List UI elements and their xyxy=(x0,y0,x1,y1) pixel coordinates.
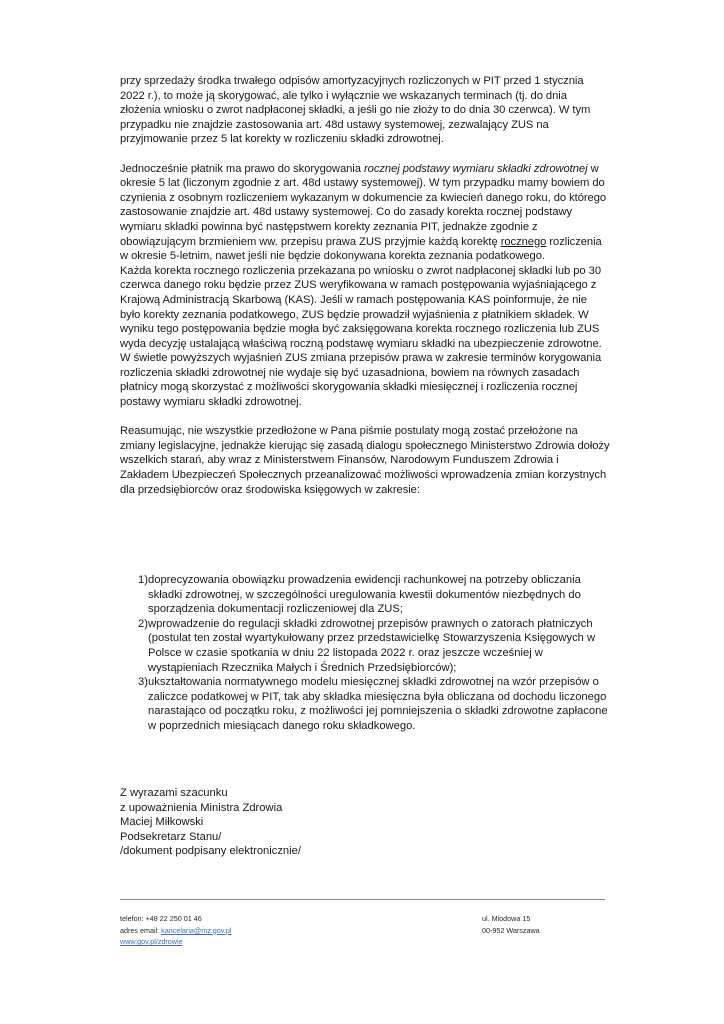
list-item xyxy=(120,573,610,617)
signature-block xyxy=(120,786,301,859)
list-item xyxy=(120,617,610,675)
list-item-text: doprecyzowania obowiązku prowadzenia ewidencji rachunkowej na potrzeby obliczania składki zdrowotnej, w szczególności uregulowania kwestii dokumentów niezbędnych do sporządzenia dokumentacji rozliczeniowej dla ZUS; xyxy=(148,574,581,616)
paragraph-2-text-c: rozliczenia w okresie 5-letnim, nawet jeśli nie będzie dokonywana korekta zeznania podatkowego. xyxy=(120,235,602,263)
signature-closing: Z wyrazami szacunku xyxy=(120,787,228,799)
paragraph-3: Każda korekta rocznego rozliczenia przekazana po wniosku o zwrot nadpłaconej składki lub po 30 czerwca danego roku będzie przez ZUS weryfikowana w ramach postępowania wyjaśniającego z Krajową Administracją Skarbową (KAS). Jeśli w ramach postępowania KAS poinformuje, że nie było korekty zeznania podatkowego, ZUS będzie prowadził wyjaśnienia z płatnikiem składek. W wyniku tego postępowania będzie mogła być zaksięgowana korekta rocznego rozliczenia lub ZUS wyda decyzję ustalającą właściwą roczną podstawę wymiaru składki na ubezpieczenie zdrowotne. xyxy=(120,264,602,350)
paragraph-2 xyxy=(120,162,610,264)
footer-website-link[interactable]: www.gov.pl/zdrowie xyxy=(120,937,183,946)
footer-contact xyxy=(120,913,231,948)
list-item-number: 3) xyxy=(138,676,148,689)
signature-note: /dokument podpisany elektronicznie/ xyxy=(120,845,301,858)
paragraph-2-text-b: w okresie 5 lat (liczonym zgodnie z art. 48d ustawy systemowej). W tym przypadku mamy bowiem do czynienia z osobnym rozliczeniem wykazanym w dokumencie za kwiecień danego roku, do którego zastosowanie znajdzie art. 48d ustawy systemowej. Co do zasady korekta rocznej podstawy wymiaru składki powinna być następstwem korekty zeznania PIT, jednakże zgodnie z obowiązującym brzmieniem ww. przepisu prawa ZUS przyjmie każdą korektę xyxy=(120,162,607,248)
footer-email-link[interactable]: kancelaria@mz.gov.pl xyxy=(161,925,232,935)
footer-street: ul. Miodowa 15 xyxy=(482,914,531,923)
paragraph-2-underlined: rocznego xyxy=(500,235,547,248)
list-item-text: ukształtowania normatywnego modelu miesięcznej składki zdrowotnej na wzór przepisów o zaliczce podatkowej w PIT, tak aby składka miesięczna była obliczana od dochodu liczonego narastająco od początku roku, z możliwości jej pomniejszenia o składki zdrowotne zapłacone w poprzednich miesiącach danego roku składkowego. xyxy=(148,676,608,732)
paragraph-2-text-a: Jednocześnie płatnik ma prawo do skorygowania xyxy=(120,162,364,175)
paragraph-2-emphasis: rocznej podstawy wymiaru składki zdrowotnej xyxy=(363,162,588,175)
postulates-list xyxy=(120,573,610,734)
list-item-number: 2) xyxy=(138,617,148,630)
paragraph-1: przy sprzedaży środka trwałego odpisów amortyzacyjnych rozliczonych w PIT przed 1 stycznia 2022 r.), to może ją skorygować, ale tylko i wyłącznie we wskazanych terminach (tj. do dnia złożenia wniosku o zwrot nadpłaconej składki, a jeśli go nie złoży to do dnia 30 czerwca). W tym przypadku nie znajdzie zastosowania art. 48d ustawy systemowej, zezwalający ZUS na przyjmowanie przez 5 lat korekty w rozliczeniu składki zdrowotnej. xyxy=(120,75,591,146)
footer-email-label: adres email: xyxy=(120,925,162,935)
signature-authority: z upoważnienia Ministra Zdrowia xyxy=(120,801,283,814)
footer-email-row xyxy=(120,925,231,937)
document-body xyxy=(120,74,610,497)
footer-city: 00-952 Warszawa xyxy=(482,925,540,935)
footer-address xyxy=(482,913,540,936)
list-item-text: wprowadzenie do regulacji składki zdrowotnej przepisów prawnych o zatorach płatniczych (postulat ten został wyartykułowany przez przedstawicielkę Stowarzyszenia Księgowych w Polsce w czasie spotkania w dniu 22 listopada 2022 r. oraz jeszcze wcześniej w wystąpieniach Rzecznika Małych i Średnich Przedsiębiorców); xyxy=(148,617,596,674)
signature-name: Maciej Miłkowski xyxy=(120,816,204,829)
signature-title: Podsekretarz Stanu/ xyxy=(120,830,222,843)
paragraph-5: Reasumując, nie wszystkie przedłożone w Pana piśmie postulaty mogą zostać przełożone na zmiany legislacyjne, jednakże kierując się zasadą dialogu społecznego Ministerstwo Zdrowia dołoży wszelkich starań, aby wraz z Ministerstwem Finansów, Narodowym Funduszem Zdrowia i Zakładem Ubezpieczeń Społecznych przeanalizować możliwości wprowadzenia zmian korzystnych dla przedsiębiorców oraz środowiska księgowych w zakresie: xyxy=(120,425,610,496)
list-item-number: 1) xyxy=(138,574,148,586)
list-item xyxy=(120,675,610,733)
footer-phone: telefon: +48 22 250 01 46 xyxy=(120,914,202,923)
footer-divider xyxy=(120,899,605,900)
paragraph-4: W świetle powyższych wyjaśnień ZUS zmiana przepisów prawa w zakresie terminów korygowania rozliczenia składki zdrowotnej nie wydaje się być uzasadniona, bowiem na równych zasadach płatnicy mogą skorzystać z możliwości skorygowania składki miesięcznej i rozliczenia rocznej postawy wymiaru składki zdrowotnej. xyxy=(120,352,602,409)
